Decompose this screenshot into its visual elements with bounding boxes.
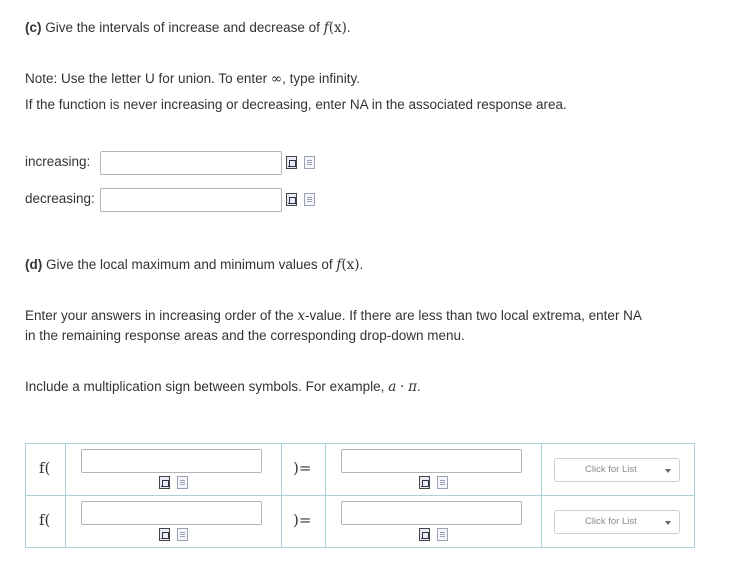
equation-editor-icon[interactable] xyxy=(286,193,297,206)
answer-preview-icon[interactable] xyxy=(177,528,188,541)
part-c-fn: f xyxy=(323,20,329,36)
extremum-type-select[interactable] xyxy=(554,510,680,534)
extrema-table xyxy=(25,443,695,548)
part-c-arg: (x) xyxy=(328,20,347,36)
part-c-prompt: Give the intervals of increase and decrease of xyxy=(45,20,320,35)
mult-a: a xyxy=(388,379,397,395)
order-instruction-line2: in the remaining response areas and the corresponding drop-down menu. xyxy=(25,328,465,343)
select-label: Click for List xyxy=(585,516,637,527)
chevron-down-icon xyxy=(665,469,671,473)
x-value-input[interactable] xyxy=(81,449,262,473)
never-note: If the function is never increasing or decreasing, enter NA in the associated response area. xyxy=(25,97,567,112)
infinity-symbol: ∞ xyxy=(270,71,283,87)
equation-editor-icon[interactable] xyxy=(419,528,430,541)
equation-editor-icon[interactable] xyxy=(286,156,297,169)
part-d-end: . xyxy=(359,257,364,272)
order-var: x xyxy=(297,308,306,324)
answer-preview-icon[interactable] xyxy=(437,528,448,541)
union-note-post: , type infinity. xyxy=(282,71,360,86)
answer-preview-icon[interactable] xyxy=(177,476,188,489)
close-equals-label: )= xyxy=(293,459,312,477)
union-note xyxy=(25,69,360,89)
f-open-label: f( xyxy=(39,459,51,477)
table-row xyxy=(26,496,695,548)
f-open-label: f( xyxy=(39,511,51,529)
part-d-letter: (d) xyxy=(25,257,43,272)
function-value-input[interactable] xyxy=(341,501,522,525)
mult-pi: π xyxy=(408,379,417,395)
mult-pre: Include a multiplication sign between symbols. For example, xyxy=(25,379,385,394)
increasing-input[interactable] xyxy=(100,151,282,175)
x-value-input[interactable] xyxy=(81,501,262,525)
part-c-end: . xyxy=(346,20,351,35)
chevron-down-icon xyxy=(665,521,671,525)
union-note-pre: Note: Use the letter U for union. To enter xyxy=(25,71,268,86)
equation-editor-icon[interactable] xyxy=(419,476,430,489)
extremum-type-select[interactable] xyxy=(554,458,680,482)
part-d-prompt: Give the local maximum and minimum values of xyxy=(46,257,333,272)
answer-preview-icon[interactable] xyxy=(304,156,315,169)
decreasing-label: decreasing: xyxy=(25,191,95,206)
part-c-letter: (c) xyxy=(25,20,42,35)
answer-preview-icon[interactable] xyxy=(304,193,315,206)
increasing-label: increasing: xyxy=(25,154,91,169)
part-d-fn: f xyxy=(336,257,342,273)
multiplication-note xyxy=(25,377,421,397)
mult-end: . xyxy=(416,379,421,394)
part-c-question xyxy=(25,18,351,38)
equation-editor-icon[interactable] xyxy=(159,528,170,541)
part-d-arg: (x) xyxy=(341,257,360,273)
close-equals-label: )= xyxy=(293,511,312,529)
decreasing-input[interactable] xyxy=(100,188,282,212)
function-value-input[interactable] xyxy=(341,449,522,473)
equation-editor-icon[interactable] xyxy=(159,476,170,489)
answer-preview-icon[interactable] xyxy=(437,476,448,489)
order-instruction xyxy=(25,306,642,326)
table-row xyxy=(26,444,695,496)
order-pre: Enter your answers in increasing order of the xyxy=(25,308,294,323)
order-post: -value. If there are less than two local extrema, enter NA xyxy=(305,308,642,323)
mult-dot: · xyxy=(400,379,405,395)
select-label: Click for List xyxy=(585,464,637,475)
part-d-question xyxy=(25,255,363,275)
